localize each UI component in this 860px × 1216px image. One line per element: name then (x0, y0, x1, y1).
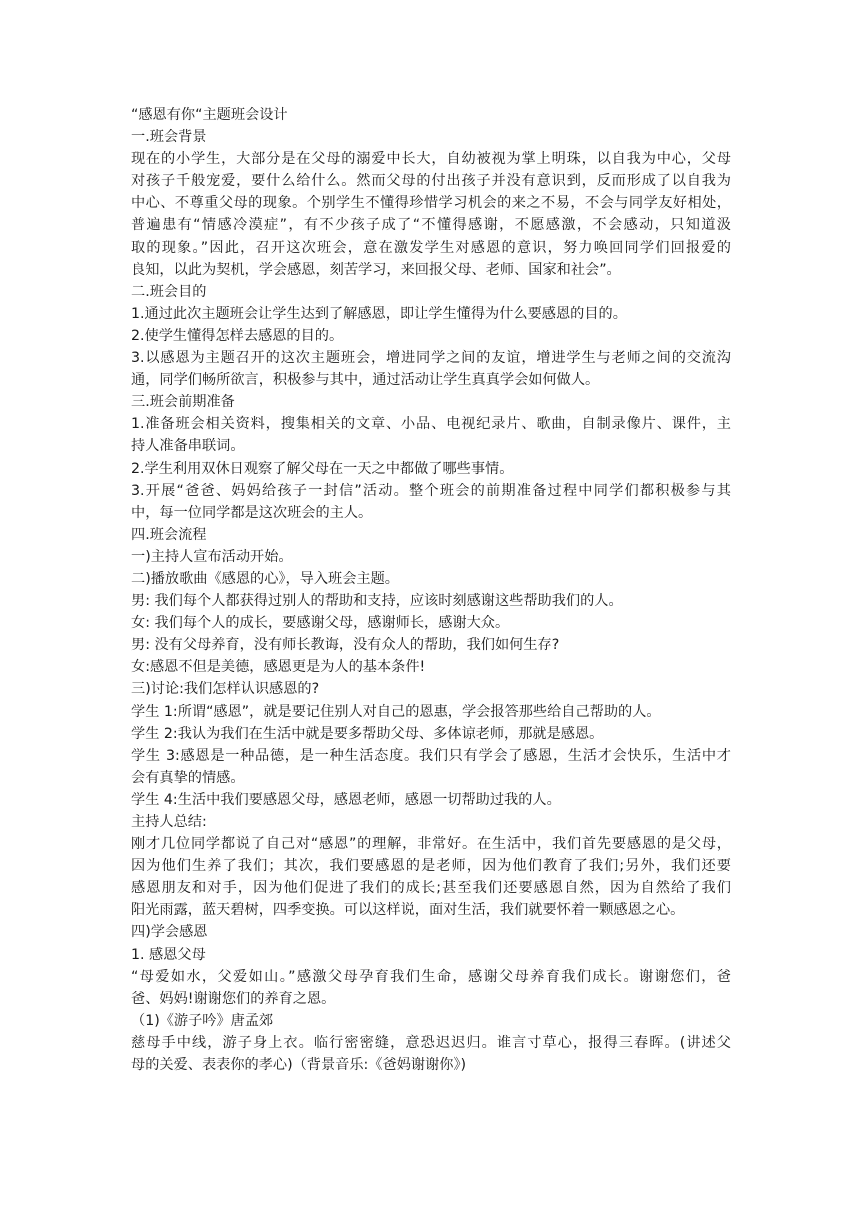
paragraph-line: 对孩子千般宠爱，要什么给什么。然而父母的付出孩子并没有意识到，反而形成了以自我为 (131, 173, 731, 190)
student-statement: 学生 3:感恩是一种品德，是一种生活态度。我们只有学会了感恩，生活才会快乐，生活中才 (131, 747, 731, 764)
list-item-continuation: 持人准备串联词。 (131, 438, 245, 455)
paragraph-line: 普遍患有“情感冷漠症”，有不少孩子成了“不懂得感谢，不愿感激，不会感动，只知道汲 (131, 217, 731, 234)
section-heading-process: 四.班会流程 (131, 526, 207, 543)
paragraph-line: “母爱如水，父爱如山。”感激父母孕育我们生命，感谢父母养育我们成长。谢谢您们，爸 (131, 968, 731, 985)
poem-line: 母的关爱、表表你的孝心)（背景音乐:《爸妈谢谢你》) (131, 1057, 467, 1074)
dialogue-line: 女:感恩不但是美德，感恩更是为人的基本条件! (131, 659, 426, 676)
paragraph-line: 刚才几位同学都说了自己对“感恩”的理解，非常好。在生活中，我们首先要感恩的是父母， (131, 836, 731, 853)
student-statement: 学生 4:生活中我们要感恩父母，感恩老师，感恩一切帮助过我的人。 (131, 791, 561, 808)
list-item: 1.通过此次主题班会让学生达到了解感恩，即让学生懂得为什么要感恩的目的。 (131, 305, 627, 322)
section-heading-goals: 二.班会目的 (131, 283, 207, 300)
paragraph-line: 感恩朋友和对手，因为他们促进了我们的成长;甚至我们还要感恩自然，因为自然给了我们 (131, 880, 731, 897)
list-item-continuation: 中，每一位同学都是这次班会的主人。 (131, 504, 373, 521)
dialogue-line: 男: 没有父母养育，没有师长教诲，没有众人的帮助，我们如何生存? (131, 637, 560, 654)
list-item: 1.准备班会相关资料，搜集相关的文章、小品、电视纪录片、歌曲，自制录像片、课件，主 (131, 416, 731, 433)
dialogue-line: 男: 我们每个人都获得过别人的帮助和支持，应该时刻感谢这些帮助我们的人。 (131, 593, 623, 610)
list-item: 1. 感恩父母 (131, 946, 206, 963)
document-body (131, 104, 731, 1076)
list-item: 2.使学生懂得怎样去感恩的目的。 (131, 327, 344, 344)
student-statement-continuation: 会有真挚的情感。 (131, 769, 245, 786)
sub-heading: 四)学会感恩 (131, 924, 208, 941)
list-item: 3.开展“爸爸、妈妈给孩子一封信”活动。整个班会的前期准备过程中同学们都积极参与其 (131, 482, 731, 499)
paragraph-line: 爸、妈妈!谢谢您们的养育之恩。 (131, 990, 336, 1007)
poem-title: （1)《游子吟》唐孟郊 (131, 1012, 274, 1029)
section-heading-background: 一.班会背景 (131, 129, 207, 146)
list-item-continuation: 通，同学们畅所欲言，积极参与其中，通过活动让学生真真学会如何做人。 (131, 372, 600, 389)
sub-heading: 一)主持人宣布活动开始。 (131, 548, 293, 565)
paragraph-line: 良知，以此为契机，学会感恩，刻苦学习，来回报父母、老师、国家和社会”。 (131, 261, 621, 278)
list-item: 2.学生利用双休日观察了解父母在一天之中都做了哪些事情。 (131, 460, 514, 477)
paragraph-line: 阳光雨露，蓝天碧树，四季变换。可以这样说，面对生活，我们就要怀着一颗感恩之心。 (131, 902, 685, 919)
paragraph-line: 取的现象。”因此，召开这次班会，意在激发学生对感恩的意识，努力唤回同学们回报爱的 (131, 239, 731, 256)
poem-line: 慈母手中线，游子身上衣。临行密密缝，意恐迟迟归。谁言寸草心，报得三春晖。(讲述父 (131, 1034, 731, 1051)
sub-heading: 三)讨论:我们怎样认识感恩的? (131, 681, 320, 698)
student-statement: 学生 1:所谓“感恩”，就是要记住别人对自己的恩惠，学会报答那些给自己帮助的人。 (131, 703, 661, 720)
doc-title: “感恩有你“主题班会设计 (131, 107, 288, 123)
section-heading-preparation: 三.班会前期准备 (131, 394, 235, 411)
paragraph-line: 现在的小学生，大部分是在父母的溺爱中长大，自幼被视为掌上明珠，以自我为中心，父母 (131, 151, 731, 168)
dialogue-line: 女: 我们每个人的成长，要感谢父母，感谢师长，感谢大众。 (131, 615, 510, 632)
student-statement: 学生 2:我认为我们在生活中就是要多帮助父母、多体谅老师，那就是感恩。 (131, 725, 604, 742)
host-summary-label: 主持人总结: (131, 814, 207, 830)
paragraph-line: 中心、不尊重父母的现象。个别学生不懂得珍惜学习机会的来之不易，不会与同学友好相处， (131, 195, 731, 212)
sub-heading: 二)播放歌曲《感恩的心》，导入班会主题。 (131, 570, 399, 587)
list-item: 3.以感恩为主题召开的这次主题班会，增进同学之间的友谊，增进学生与老师之间的交流沟 (131, 350, 731, 367)
paragraph-line: 因为他们生养了我们；其次，我们要感恩的是老师，因为他们教育了我们;另外，我们还要 (131, 858, 731, 875)
